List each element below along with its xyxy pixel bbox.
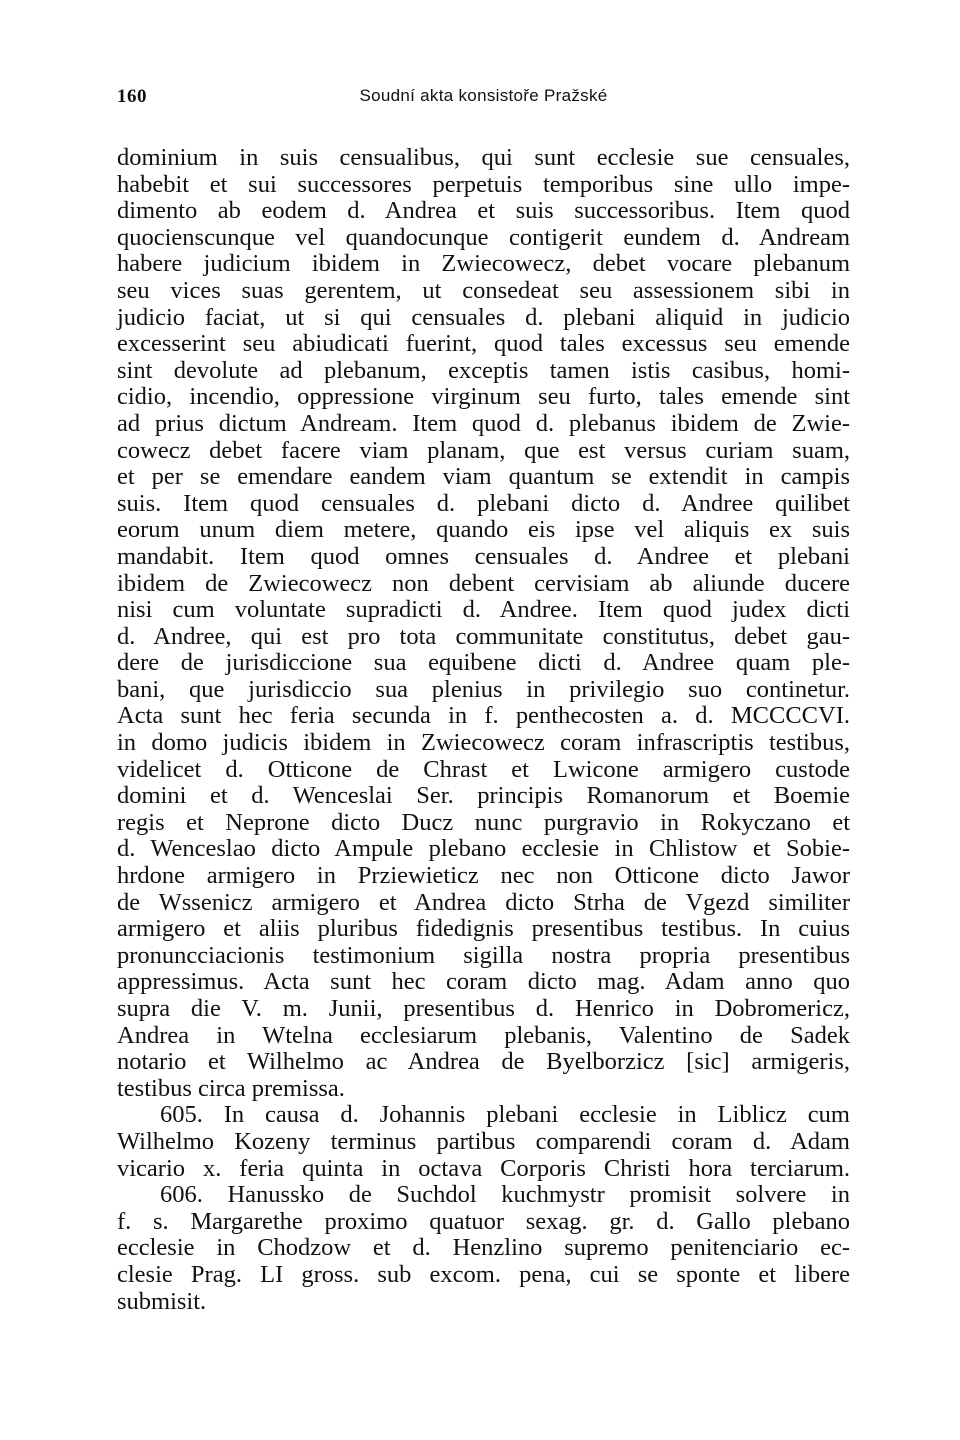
text-line: regis et Neprone dicto Ducz nunc purgravio in Rokyczano et [117,808,850,836]
text-line: ecclesie in Chodzow et d. Henzlino supremo penitenciario ec- [117,1234,850,1262]
text-line: ad prius dictum Andream. Item quod d. plebanus ibidem de Zwie- [117,409,850,437]
text-line: seu vices suas gerentem, ut consedeat seu assessionem sibi in [117,276,850,304]
text-line: d. Wenceslao dicto Ampule plebano ecclesie in Chlistow et Sobie- [117,835,850,863]
text-line: videlicet d. Otticone de Chrast et Lwicone armigero custode [117,755,850,783]
text-line: quocienscunque vel quandocunque contigerit eundem d. Andream [117,223,850,251]
text-line: mandabit. Item quod omnes censuales d. Andree et plebani [117,542,850,570]
text-line: cidio, incendio, oppressione virginum seu furto, tales emende sint [117,383,850,411]
page-header [117,86,850,116]
running-title: Soudní akta konsistoře Pražské [359,86,608,105]
text-line: testibus circa premissa. [117,1074,345,1102]
text-line: dimento ab eodem d. Andrea et suis successoribus. Item quod [117,197,850,225]
text-line: nisi cum voluntate supradicti d. Andree. Item quod judex dicti [117,596,850,624]
text-line: ibidem de Zwiecowecz non debent cervisiam ab aliunde ducere [117,569,850,597]
entry-606-line: 606. Hanussko de Suchdol kuchmystr promisit solvere in [160,1181,850,1209]
text-line: dere de jurisdiccione sua equibene dicti d. Andree quam ple- [117,649,850,677]
text-line: submisit. [117,1287,207,1315]
text-line: cowecz debet facere viam planam, que est versus curiam suam, [117,436,850,464]
text-line: Andrea in Wtelna ecclesiarum plebanis, Valentino de Sadek [117,1021,850,1049]
text-line: supra die V. m. Junii, presentibus d. Henrico in Dobromericz, [117,995,850,1022]
text-line: Acta sunt hec feria secunda in f. penthecosten a. d. MCCCCVI. [117,702,850,730]
text-line: suis. Item quod censuales d. plebani dicto d. Andree quilibet [117,489,850,517]
text-line: dominium in suis censualibus, qui sunt ecclesie sue censuales, [117,144,850,171]
body-text [117,145,850,1315]
text-line: vicario x. feria quinta in octava Corporis Christi hora terciarum. [117,1154,850,1182]
text-line: bani, que jurisdiccio sua plenius in privilegio suo continetur. [117,675,850,703]
text-line: domini et d. Wenceslai Ser. principis Romanorum et Boemie [117,782,850,810]
text-line: Wilhelmo Kozeny terminus partibus comparendi coram d. Adam [117,1127,850,1155]
text-line: excesserint seu abiudicati fuerint, quod tales excessus seu emende [117,330,850,358]
text-line: d. Andree, qui est pro tota communitate constitutus, debet gau- [117,622,850,650]
text-line: sint devolute ad plebanum, exceptis tamen istis casibus, homi- [117,356,850,384]
text-line: habere judicium ibidem in Zwiecowecz, debet vocare plebanum [117,250,850,278]
text-line: in domo judicis ibidem in Zwiecowecz coram infrascriptis testibus, [117,729,850,757]
text-line: hrdone armigero in Prziewieticz nec non Otticone dicto Jawor [117,862,850,890]
text-line: armigero et aliis pluribus fidedignis presentibus testibus. In cuius [117,915,850,943]
entry-605-line: 605. In causa d. Johannis plebani ecclesie in Liblicz cum [160,1101,850,1129]
text-line: clesie Prag. LI gross. sub excom. pena, cui se sponte et libere [117,1260,850,1288]
text-line: de Wssenicz armigero et Andrea dicto Strha de Vgezd similiter [117,888,850,916]
text-line: eorum unum diem metere, quando eis ipse vel aliquis ex suis [117,516,850,544]
text-line: judicio faciat, ut si qui censuales d. plebani aliquid in judicio [117,303,850,331]
text-line: habebit et sui successores perpetuis temporibus sine ullo impe- [117,170,850,198]
text-line: f. s. Margarethe proximo quatuor sexag. gr. d. Gallo plebano [117,1207,850,1235]
text-line: notario et Wilhelmo ac Andrea de Byelborzicz [sic] armigeris, [117,1048,850,1076]
text-line: appressimus. Acta sunt hec coram dicto mag. Adam anno quo [117,968,850,996]
page-number: 160 [117,86,147,107]
text-line: et per se emendare eandem viam quantum se extendit in campis [117,463,850,491]
text-line: pronuncciacionis testimonium sigilla nostra propria presentibus [117,941,850,969]
